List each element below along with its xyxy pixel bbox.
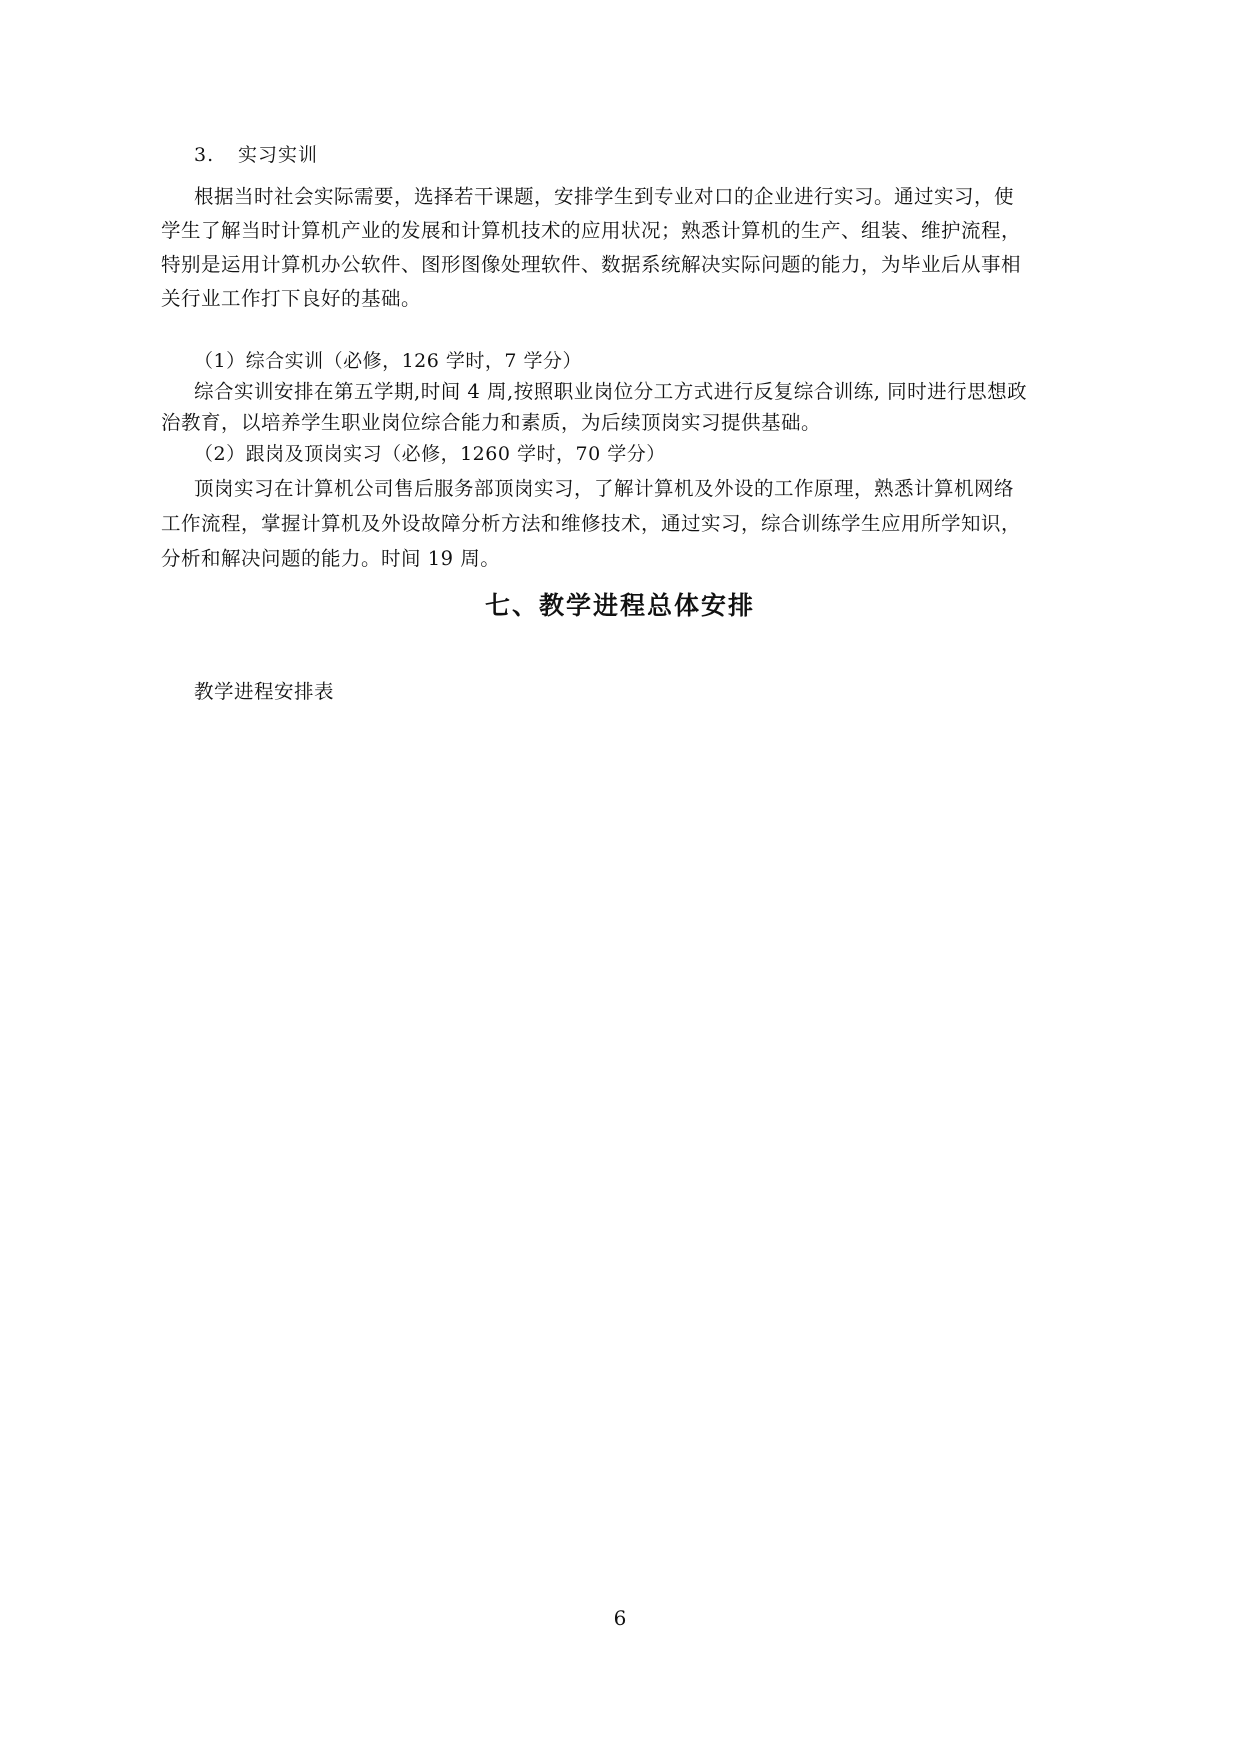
section-3-heading: [194, 140, 318, 167]
paragraph-line: 学生了解当时计算机产业的发展和计算机技术的应用状况；熟悉计算机的生产、组装、维护流程，: [161, 219, 1022, 242]
paragraph-line: 顶岗实习在计算机公司售后服务部顶岗实习，了解计算机及外设的工作原理，熟悉计算机网络: [194, 477, 1015, 500]
paragraph-line: 治教育，以培养学生职业岗位综合能力和素质，为后续顶岗实习提供基础。: [161, 411, 822, 434]
subsection-2-heading-text: （2）跟岗及顶岗实习（必修，1260 学时，70 学分）: [194, 443, 666, 465]
subsection-2-heading: [161, 437, 1061, 471]
paragraph-line: 根据当时社会实际需要，选择若干课题，安排学生到专业对口的企业进行实习。通过实习，使: [194, 185, 1015, 208]
paragraph-line: 特别是运用计算机办公软件、图形图像处理软件、数据系统解决实际问题的能力，为毕业后从事相: [161, 253, 1022, 276]
paragraph-line: 分析和解决问题的能力。时间 19 周。: [161, 547, 501, 570]
section-7-title: 七、教学进程总体安排: [484, 591, 755, 620]
section-3-number: 3.: [194, 144, 215, 166]
paragraph-line: 关行业工作打下良好的基础。: [161, 287, 422, 310]
subsection-1-heading-text: （1）综合实训（必修，126 学时，7 学分）: [194, 350, 583, 372]
subsection-2-paragraph: [161, 471, 1094, 576]
paragraph-line: 工作流程，掌握计算机及外设故障分析方法和维修技术，通过实习，综合训练学生应用所学知识，: [161, 512, 1022, 535]
subsection-1-paragraph: [161, 376, 1094, 438]
section-3-paragraph: [161, 180, 1094, 316]
section-3-title: 实习实训: [238, 144, 319, 166]
paragraph-line: 综合实训安排在第五学期,时间 4 周,按照职业岗位分工方式进行反复综合训练, 同时进行思想政: [194, 380, 1028, 403]
table-caption: 教学进程安排表: [194, 680, 335, 703]
subsection-1-heading: [161, 344, 1061, 378]
page-number: 6: [613, 1606, 627, 1630]
